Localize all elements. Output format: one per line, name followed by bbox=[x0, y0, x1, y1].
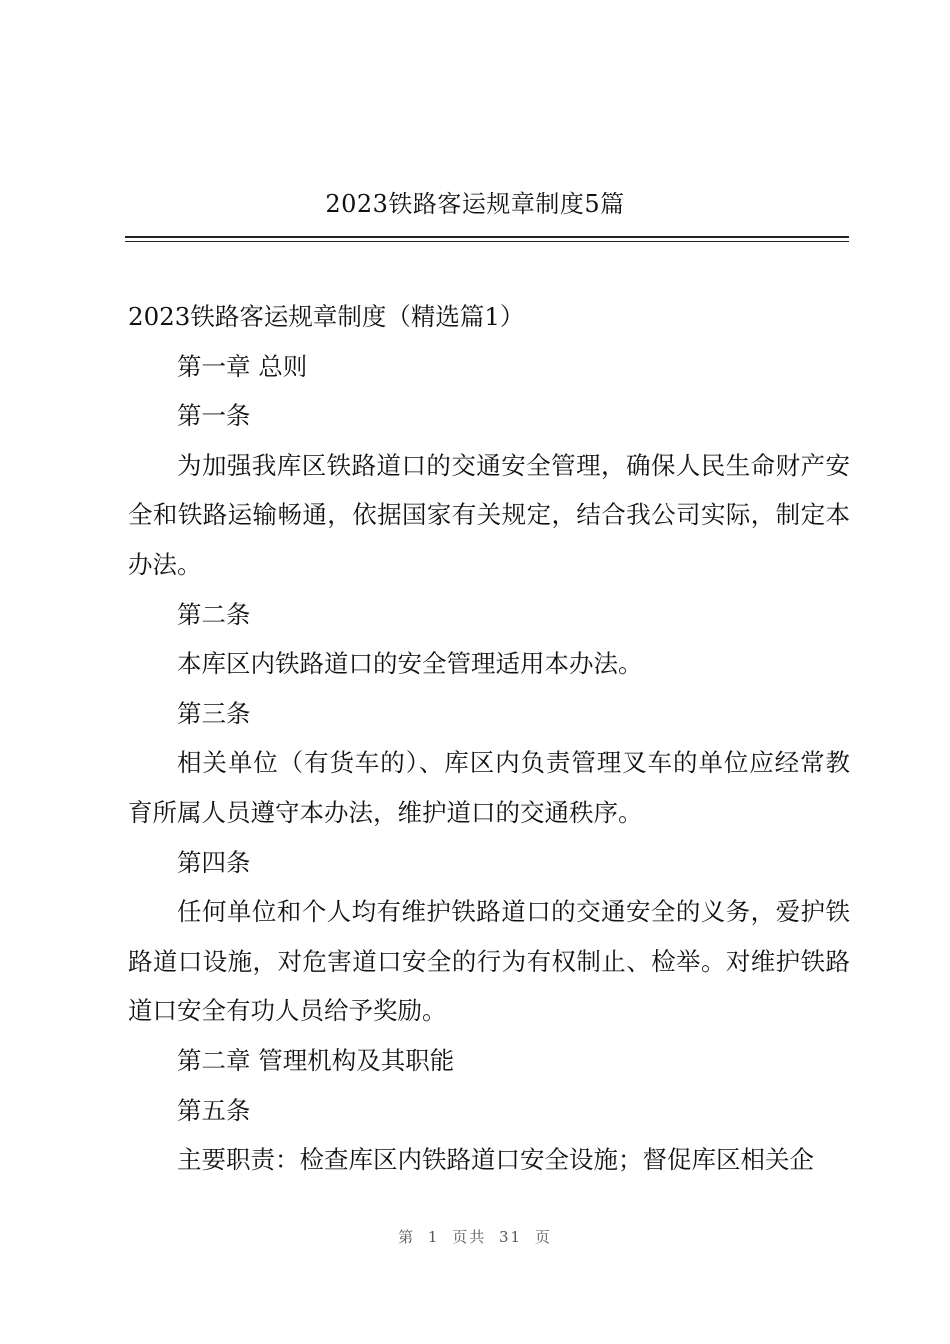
title-divider bbox=[125, 236, 849, 242]
article-heading: 第一条 bbox=[177, 401, 251, 431]
document-title: 2023铁路客运规章制度5篇 bbox=[325, 190, 625, 218]
article-paragraph: 为加强我库区铁路道口的交通安全管理，确保人民生命财产安全和铁路运输畅通，依据国家有关规定，结合我公司实际，制定本办法。 bbox=[128, 450, 850, 579]
article-paragraph: 任何单位和个人均有维护铁路道口的交通安全的义务，爱护铁路道口设施，对危害道口安全的行为有权制止、检举。对维护铁路道口安全有功人员给予奖励。 bbox=[128, 897, 850, 1026]
article-heading: 第四条 bbox=[177, 847, 251, 877]
chapter-heading: 第一章 总则 bbox=[177, 351, 308, 381]
section-heading: 2023铁路客运规章制度（精选篇1） bbox=[128, 302, 525, 331]
article-heading: 第五条 bbox=[177, 1095, 251, 1125]
article-paragraph: 本库区内铁路道口的安全管理适用本办法。 bbox=[177, 649, 643, 679]
chapter-heading: 第二章 管理机构及其职能 bbox=[177, 1045, 455, 1075]
page-footer: 第 1 页共 31 页 bbox=[398, 1228, 552, 1246]
article-heading: 第三条 bbox=[177, 698, 251, 728]
article-paragraph: 相关单位（有货车的）、库区内负责管理叉车的单位应经常教育所属人员遵守本办法，维护道口的交通秩序。 bbox=[128, 748, 850, 827]
article-paragraph: 主要职责：检查库区内铁路道口安全设施；督促库区相关企 bbox=[177, 1145, 814, 1175]
document-body bbox=[128, 292, 850, 1185]
article-heading: 第二条 bbox=[177, 599, 251, 629]
